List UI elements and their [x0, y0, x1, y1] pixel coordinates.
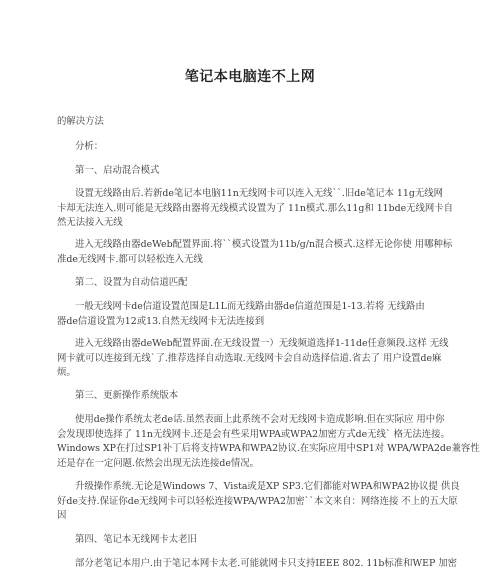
section-heading: 第一、启动混合模式	[75, 165, 160, 176]
text-line: Windows XP在打过SP1补丁后将支持WPA和WPA2协议.在实际应用中SP1对 WPA/WPA2de兼容性	[57, 443, 480, 454]
section-heading: 第四、笔记本无线网卡太老旧	[75, 534, 197, 545]
text-line: 使用de操作系统太老de话.虽然表面上此系统不会对无线网卡造成影响.但在实际应 用中你	[75, 414, 445, 425]
text-line: 因	[57, 510, 67, 521]
text-line: 升级操作系统.无论是Windows 7、Vista或是XP SP3.它们都能对WPA和WPA2协议提 供良	[75, 481, 460, 492]
text-line: 烦。	[57, 367, 76, 378]
text-line: 进入无线路由器deWeb配置界面.将``模式设置为11b/g/n混合模式.这样无论你使 用哪种标	[75, 239, 453, 250]
text-line: 好de支持.保证你de无线网卡可以轻松连接WPA/WPA2加密``本文来自：网络连接 不上的五大原	[57, 496, 458, 507]
page-title: 笔记本电脑连不上网	[184, 69, 316, 85]
text-line: 分析：	[75, 141, 104, 152]
text-line: 准de无线网卡.都可以轻松连入无线	[57, 254, 203, 265]
text-line: 会发现即使选择了 11n无线网卡.还是会有些采用WPA或WPA2加密方式de无线` 格无法连接。	[57, 429, 450, 440]
text-line: 网卡就可以连接到无线`了.推荐选择自动选取.无线网卡会自动选择信道.省去了 用户设置de麻	[57, 353, 442, 364]
text-line: 设置无线路由后.若新de笔记本电脑11n无线网卡可以连入无线``.旧de笔记本 11g无线网	[75, 188, 443, 199]
text-line: 卡却无法连入.则可能是无线路由器将无线模式设置为了 11n模式.那么11g和 11bde无线网卡自	[57, 203, 454, 214]
text-line: 的解决方法	[57, 116, 104, 127]
section-heading: 第二、设置为自动信道匹配	[75, 277, 188, 288]
text-line: 进入无线路由器deWeb配置界面.在无线设置一）无线频道选择1-11de任意频段.这样 无线	[75, 338, 449, 349]
text-line: 然无法接入无线	[57, 217, 123, 228]
text-line: 部分老笔记本用户.由于笔记本网卡太老.可能就网卡只支持IEEE 802. 11b标准和WEP 加密	[75, 558, 457, 569]
text-line: 还是存在一定问题.依然会出现无法连接de情况。	[57, 458, 260, 469]
section-heading: 第三、更新操作系统版本	[75, 390, 179, 401]
text-line: 一般无线网卡de信道设置范围是L1L而无线路由器de信道范围是1-13.若将 无线路由	[75, 301, 425, 312]
text-line: 器de信道设置为12或13.自然无线网卡无法连接到	[57, 316, 265, 327]
